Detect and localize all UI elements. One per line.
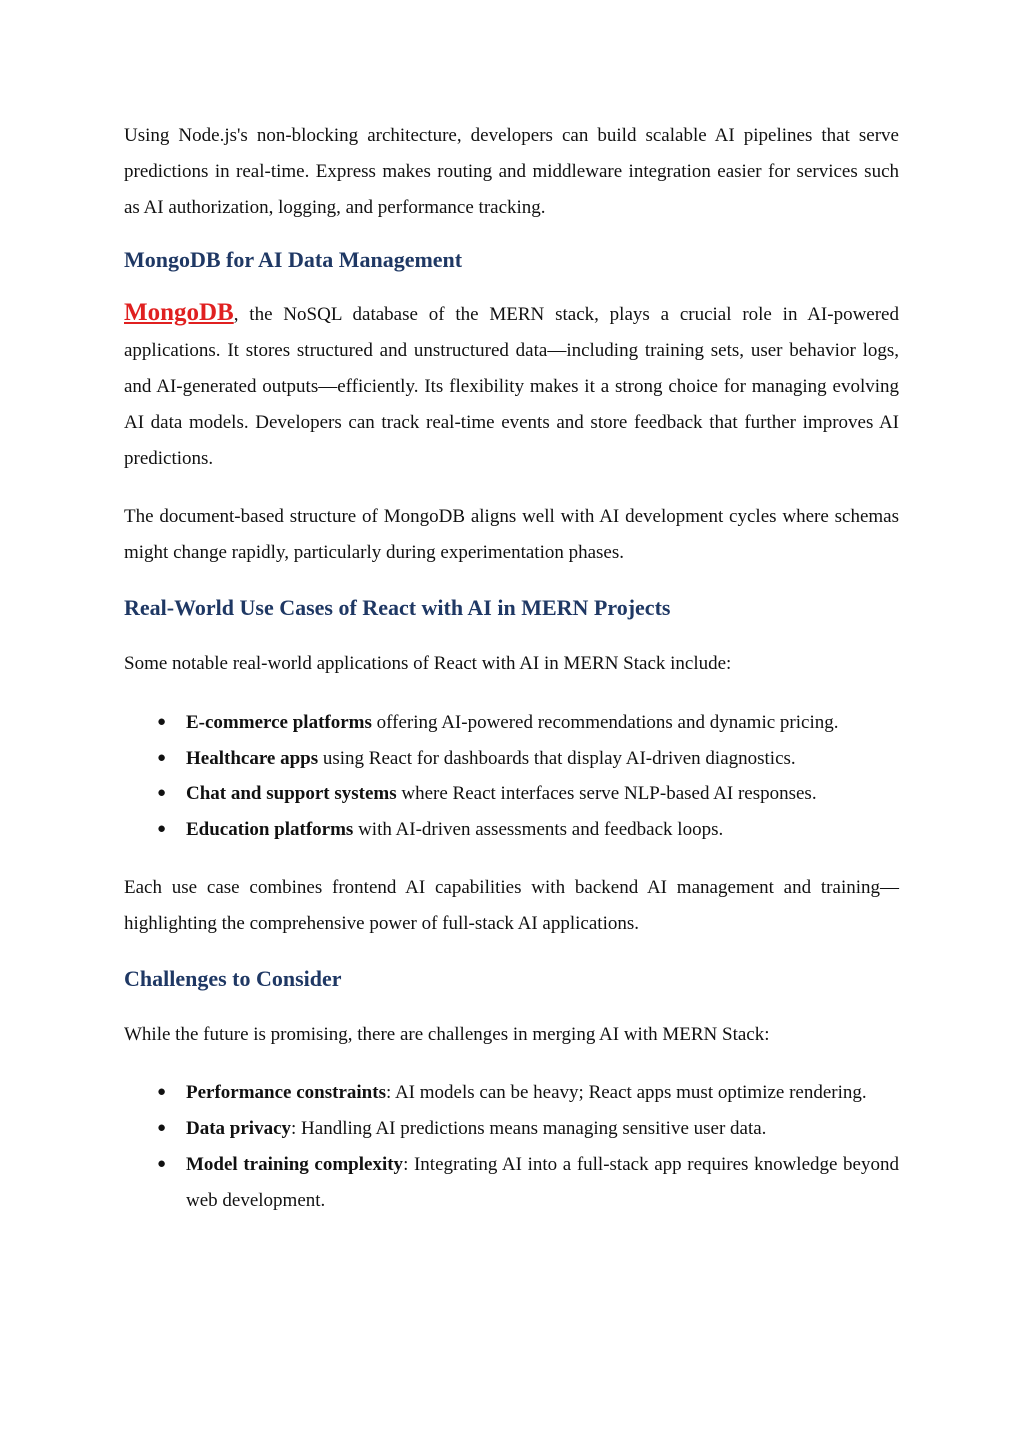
use-cases-intro: Some notable real-world applications of React with AI in MERN Stack include: xyxy=(124,652,732,674)
list-item-bold: Model training complexity xyxy=(186,1153,404,1175)
list-item xyxy=(124,776,899,812)
list-item-text: : Integrating AI into a full-stack app requires knowledge beyond web development. xyxy=(186,1153,899,1211)
bullet-icon: ● xyxy=(157,1120,167,1137)
bullet-icon: ● xyxy=(157,821,167,838)
list-item-text: with AI-driven assessments and feedback loops. xyxy=(353,819,724,841)
list-item-bold: Performance constraints xyxy=(186,1082,386,1104)
list-item-bold: Education platforms xyxy=(186,819,354,841)
list-item-bold: Chat and support systems xyxy=(186,783,397,805)
use-cases-heading: Real-World Use Cases of React with AI in MERN Projects xyxy=(124,594,671,620)
challenges-heading: Challenges to Consider xyxy=(124,965,342,991)
list-item xyxy=(124,741,899,777)
challenges-list xyxy=(124,1075,899,1218)
list-item xyxy=(124,812,899,848)
bullet-icon: ● xyxy=(157,785,167,802)
use-cases-closing: Each use case combines frontend AI capabilities with backend AI management and training—highlighting the comprehensive power of full-stack AI applications. xyxy=(124,876,899,934)
bullet-icon: ● xyxy=(157,713,167,730)
list-item xyxy=(124,1075,899,1111)
list-item-bold: Healthcare apps xyxy=(186,747,319,769)
list-item-text: where React interfaces serve NLP-based AI responses. xyxy=(396,783,817,805)
list-item-bold: E-commerce platforms xyxy=(186,711,372,733)
list-item xyxy=(124,705,899,741)
document-page xyxy=(124,118,899,1219)
list-item xyxy=(124,1147,899,1219)
list-item-text: : AI models can be heavy; React apps must optimize rendering. xyxy=(385,1082,867,1104)
mongodb-paragraph xyxy=(124,295,899,476)
mongodb-heading: MongoDB for AI Data Management xyxy=(124,247,463,273)
list-item-text: offering AI-powered recommendations and dynamic pricing. xyxy=(371,711,839,733)
intro-paragraph: Using Node.js's non-blocking architecture, developers can build scalable AI pipelines that serve predictions in real-time. Express makes routing and middleware integration easier for services such as AI authorization, logging, and performance tracking. xyxy=(124,125,899,218)
list-item-text: using React for dashboards that display AI-driven diagnostics. xyxy=(318,747,796,769)
list-item-text: : Handling AI predictions means managing sensitive user data. xyxy=(291,1118,767,1140)
mongodb-link[interactable]: MongoDB xyxy=(124,299,234,327)
bullet-icon: ● xyxy=(157,1084,167,1101)
bullet-icon: ● xyxy=(157,749,167,766)
list-item xyxy=(124,1111,899,1147)
document-structure-paragraph: The document-based structure of MongoDB aligns well with AI development cycles where schemas might change rapidly, particularly during experimentation phases. xyxy=(124,506,899,564)
use-cases-list xyxy=(124,705,899,848)
list-item-bold: Data privacy xyxy=(186,1118,292,1140)
bullet-icon: ● xyxy=(157,1155,167,1172)
challenges-intro: While the future is promising, there are challenges in merging AI with MERN Stack: xyxy=(124,1023,770,1045)
mongodb-paragraph-text: , the NoSQL database of the MERN stack, plays a crucial role in AI-powered applications. It stores structured and unstructured data—including training sets, user behavior logs, and AI-generated outputs—efficiently. Its flexibility makes it a strong choice for managing evolving AI data models. Developers can track real-time events and store feedback that further improves AI predictions. xyxy=(124,304,899,469)
